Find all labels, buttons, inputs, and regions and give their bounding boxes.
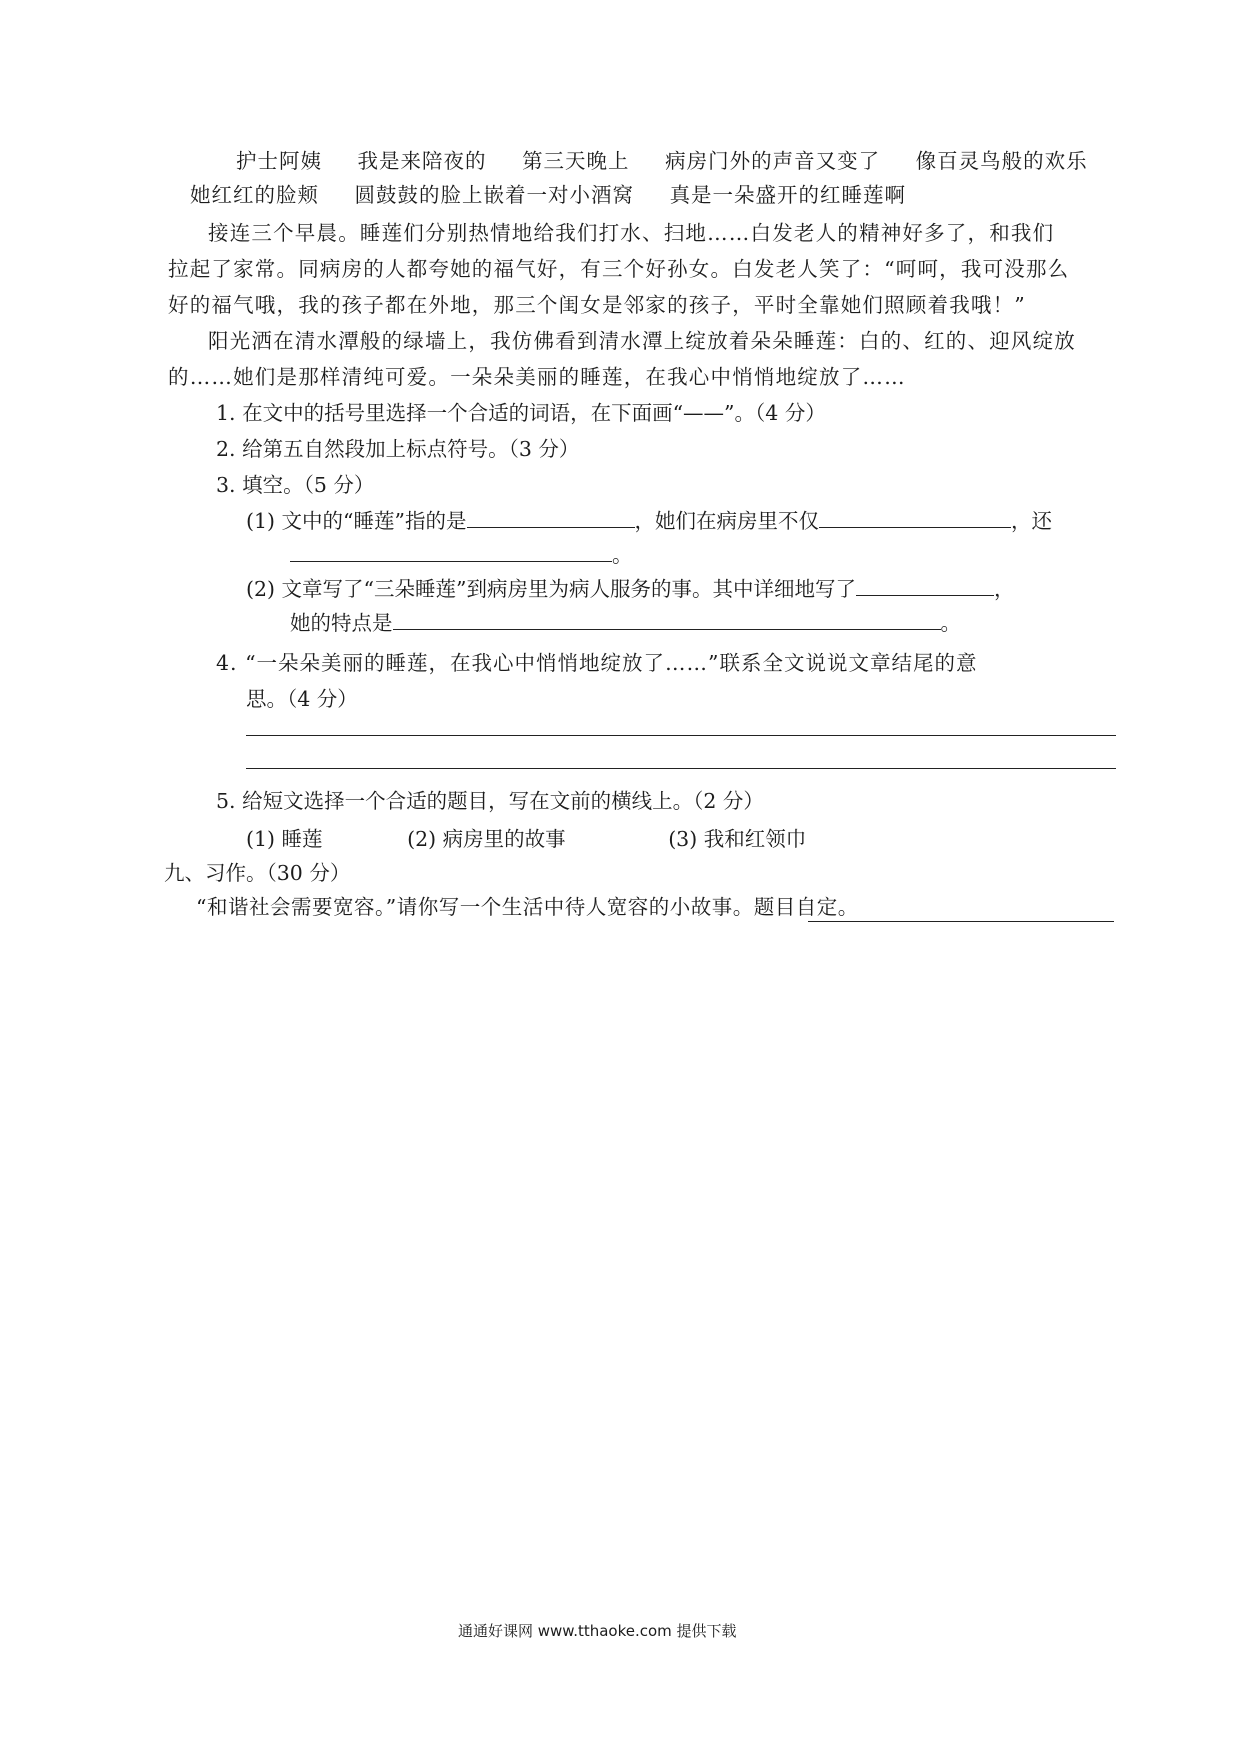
passage-text: 好的福气哦，我的孩子都在外地，那三个闺女是邻家的孩子，平时全靠她们照顾着我哦！”	[168, 293, 1026, 317]
word-choice: 真是一朵盛开的红睡莲啊	[669, 183, 907, 207]
question-5-options	[246, 824, 806, 854]
question-3-2	[246, 574, 1015, 604]
question-text: 。	[612, 543, 633, 567]
question-text: (2) 文章写了“三朵睡莲”到病房里为病人服务的事。其中详细地写了	[246, 577, 857, 601]
question-5: 5. 给短文选择一个合适的题目，写在文前的横线上。（2 分）	[216, 789, 764, 813]
word-choice: 她红红的脸颊	[190, 183, 319, 207]
question-3-2-continued	[290, 608, 961, 638]
question-4-continued: 思。（4 分）	[246, 687, 358, 711]
answer-blank[interactable]	[393, 609, 941, 630]
title-option: (1) 睡莲	[246, 827, 323, 851]
question-text: ，还	[1011, 509, 1053, 533]
word-choice: 像百灵鸟般的欢乐	[915, 149, 1088, 173]
word-choice: 圆鼓鼓的脸上嵌着一对小酒窝	[354, 183, 635, 207]
question-text: (1) 文中的“睡莲”指的是	[246, 509, 467, 533]
composition-prompt: “和谐社会需要宽容。”请你写一个生活中待人宽容的小故事。题目自定。	[196, 895, 859, 919]
passage-text: 拉起了家常。同病房的人都夸她的福气好，有三个好孙女。白发老人笑了：“呵呵，我可没那么	[168, 257, 1070, 281]
answer-blank[interactable]	[819, 507, 1011, 528]
word-choice-row-1	[236, 146, 1088, 176]
word-choice-row-2	[190, 180, 906, 210]
title-option: (2) 病房里的故事	[407, 827, 566, 851]
section-heading: 九、习作。（30 分）	[164, 861, 351, 885]
question-text: ，她们在病房里不仅	[634, 509, 820, 533]
passage-text: 阳光洒在清水潭般的绿墙上，我仿佛看到清水潭上绽放着朵朵睡莲：白的、红的、迎风绽放	[208, 329, 1076, 353]
question-4: 4. “一朵朵美丽的睡莲，在我心中悄悄地绽放了……”联系全文说说文章结尾的意	[216, 651, 978, 675]
word-choice: 我是来陪夜的	[357, 149, 487, 173]
footer-credit: 通通好课网 www.tthaoke.com 提供下载	[458, 1622, 737, 1640]
word-choice: 护士阿姨	[236, 149, 322, 173]
question-3-1-continued	[290, 540, 633, 570]
question-1: 1. 在文中的括号里选择一个合适的词语，在下面画“——”。（4 分）	[216, 401, 826, 425]
answer-blank[interactable]	[467, 507, 635, 528]
answer-blank[interactable]	[290, 541, 612, 562]
question-text: 。	[940, 611, 961, 635]
question-text: ，	[994, 577, 1015, 601]
answer-line[interactable]	[246, 768, 1116, 769]
title-option: (3) 我和红领巾	[668, 827, 807, 851]
question-2: 2. 给第五自然段加上标点符号。（3 分）	[216, 437, 580, 461]
word-choice: 第三天晚上	[522, 149, 630, 173]
passage-text: 的……她们是那样清纯可爱。一朵朵美丽的睡莲，在我心中悄悄地绽放了……	[168, 365, 906, 389]
passage-text: 接连三个早晨。睡莲们分别热情地给我们打水、扫地……白发老人的精神好多了，和我们	[208, 221, 1055, 245]
answer-line[interactable]	[246, 735, 1116, 736]
composition-title-line[interactable]	[808, 921, 1114, 922]
question-3-1	[246, 506, 1052, 536]
question-text: 她的特点是	[290, 611, 393, 635]
question-3: 3. 填空。（5 分）	[216, 473, 375, 497]
answer-blank[interactable]	[856, 575, 994, 596]
word-choice: 病房门外的声音又变了	[665, 149, 881, 173]
